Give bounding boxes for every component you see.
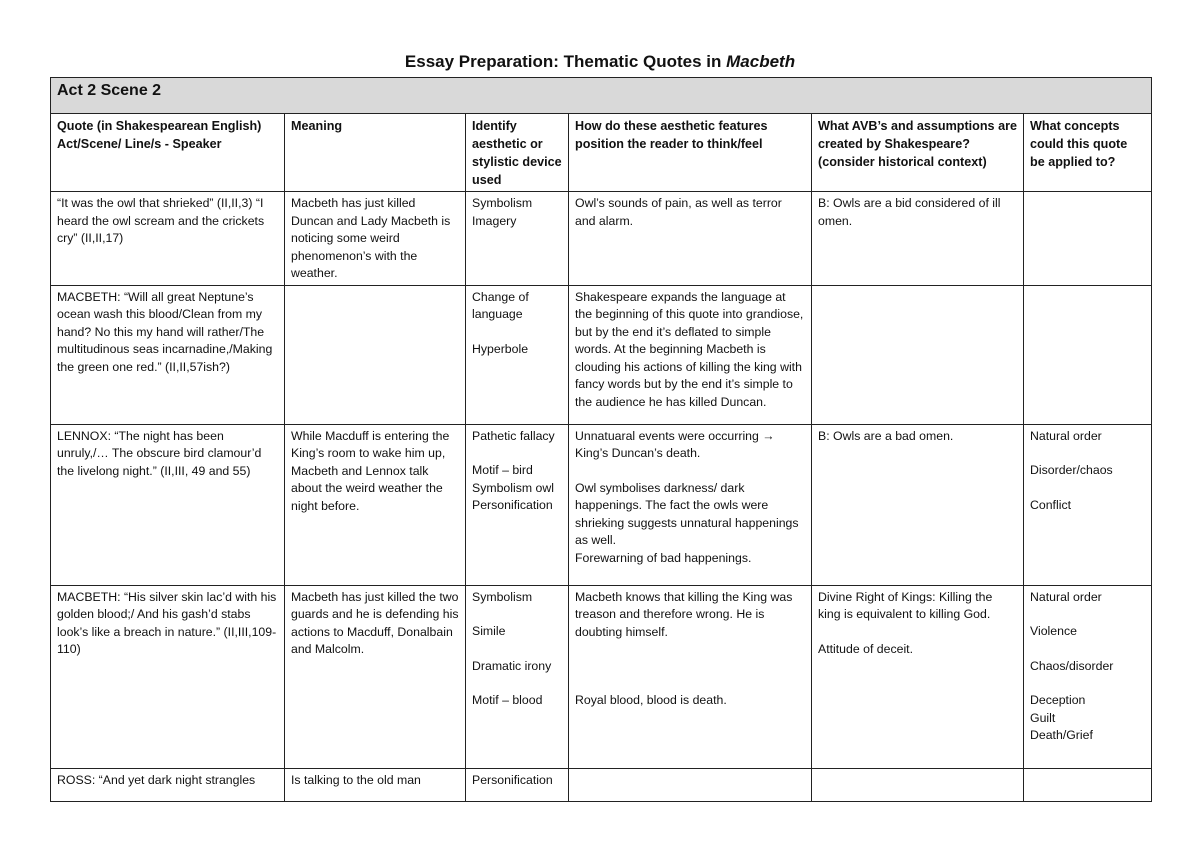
concepts-cell <box>1024 768 1152 801</box>
spacer <box>472 641 562 658</box>
device-line: Change of language <box>472 289 533 321</box>
avb-line: Divine Right of Kings: Killing the king is equivalent to killing God. <box>818 589 996 621</box>
quote-cell: MACBETH: “Will all great Neptune’s ocean wash this blood/Clean from my hand? No this my hand will rather/The multitudinous seas incarnadine,/Making the green one red.” (II,II,57ish?) <box>51 285 285 424</box>
spacer <box>1030 480 1145 497</box>
header-meaning: Meaning <box>285 114 466 192</box>
spacer <box>1030 641 1145 658</box>
concepts-cell <box>1024 585 1152 768</box>
header-quote: Quote (in Shakespearean English) Act/Scene/ Line/s - Speaker <box>51 114 285 192</box>
spacer <box>472 675 562 692</box>
avb-cell: B: Owls are a bid considered of ill omen. <box>812 192 1024 286</box>
device-cell <box>466 424 569 585</box>
spacer <box>1030 606 1145 623</box>
spacer <box>818 624 1017 641</box>
header-device: Identify aesthetic or stylistic device used <box>466 114 569 192</box>
device-line: Symbolism owl <box>472 480 554 495</box>
concept-item: Conflict <box>1030 497 1072 512</box>
quotes-table <box>50 77 1152 802</box>
device-line: Personification <box>472 498 553 512</box>
header-avb: What AVB’s and assumptions are created by Shakespeare? (consider historical context) <box>812 114 1024 192</box>
meaning-cell: Macbeth has just killed Duncan and Lady Macbeth is noticing some weird phenomenon’s with the weather. <box>285 192 466 286</box>
spacer <box>575 658 805 675</box>
spacer <box>575 463 805 480</box>
concept-item: Natural order <box>1030 428 1102 443</box>
concept-item: Chaos/disorder <box>1030 658 1114 673</box>
device-cell <box>466 585 569 768</box>
device-line: Pathetic fallacy <box>472 428 555 443</box>
section-heading: Act 2 Scene 2 <box>51 78 1152 114</box>
table-row <box>51 768 1152 801</box>
avb-cell <box>812 585 1024 768</box>
concepts-cell <box>1024 192 1152 286</box>
concept-item: Disorder/chaos <box>1030 463 1113 477</box>
effect-cell <box>569 585 812 768</box>
spacer <box>1030 445 1145 462</box>
avb-line: Attitude of deceit. <box>818 641 914 656</box>
spacer <box>575 675 805 692</box>
meaning-cell <box>285 285 466 424</box>
title-text: Essay Preparation: Thematic Quotes in <box>404 52 727 71</box>
spacer <box>472 606 562 623</box>
device-cell <box>466 768 569 801</box>
device-line: Symbolism <box>472 589 533 604</box>
effect-cell <box>569 424 812 585</box>
table-row <box>51 285 1152 424</box>
table-row <box>51 192 1152 286</box>
document-title <box>0 52 1200 72</box>
device-line: Symbolism <box>472 196 533 210</box>
device-line: Motif – blood <box>472 693 543 707</box>
header-effect: How do these aesthetic features position the reader to think/feel <box>569 114 812 192</box>
device-line: Motif – bird <box>472 463 533 477</box>
effect-line: Macbeth knows that killing the King was treason and therefore wrong. He is doubting himself. <box>575 589 796 639</box>
meaning-cell: While Macduff is entering the King’s room to wake him up, Macbeth and Lennox talk about the weird weather the night before. <box>285 424 466 585</box>
spacer <box>575 641 805 658</box>
avb-cell: B: Owls are a bad omen. <box>812 424 1024 585</box>
device-line: Personification <box>472 772 553 787</box>
concept-item: Guilt <box>1030 710 1056 725</box>
effect-cell <box>569 768 812 801</box>
effect-line: Unnatuaral events were occurring → King’s Duncan’s death. <box>575 428 779 460</box>
device-line: Simile <box>472 624 506 638</box>
concept-item: Violence <box>1030 624 1077 638</box>
header-row <box>51 114 1152 192</box>
section-row <box>51 78 1152 114</box>
device-cell <box>466 192 569 286</box>
concept-item: Natural order <box>1030 589 1102 604</box>
device-cell <box>466 285 569 424</box>
quote-cell: “It was the owl that shrieked” (II,II,3) “I heard the owl scream and the crickets cry” (II,II,17) <box>51 192 285 286</box>
meaning-cell: Is talking to the old man <box>285 768 466 801</box>
device-line: Dramatic irony <box>472 658 552 673</box>
concept-item: Death/Grief <box>1030 728 1093 742</box>
effect-line: Forewarning of bad happenings. <box>575 550 752 565</box>
quote-cell: LENNOX: “The night has been unruly,/… The obscure bird clamour’d the livelong night.” (II,III, 49 and 55) <box>51 424 285 585</box>
title-italic: Macbeth <box>726 52 796 71</box>
effect-cell: Owl’s sounds of pain, as well as terror and alarm. <box>569 192 812 286</box>
avb-cell <box>812 285 1024 424</box>
header-concepts: What concepts could this quote be applied to? <box>1024 114 1152 192</box>
spacer <box>472 324 562 341</box>
avb-cell <box>812 768 1024 801</box>
effect-line: Royal blood, blood is death. <box>575 693 727 707</box>
quote-cell: ROSS: “And yet dark night strangles <box>51 768 285 801</box>
spacer <box>472 445 562 462</box>
concept-item: Deception <box>1030 693 1086 707</box>
effect-cell: Shakespeare expands the language at the beginning of this quote into grandiose, but by the end it’s deflated to simple words. At the beginning Macbeth is clouding his actions of killing the king with fancy words but by the end it’s simple to the audience he has killed Duncan. <box>569 285 812 424</box>
concepts-cell <box>1024 424 1152 585</box>
meaning-cell: Macbeth has just killed the two guards and he is defending his actions to Macduff, Donalbain and Malcolm. <box>285 585 466 768</box>
device-line: Hyperbole <box>472 341 529 356</box>
device-line: Imagery <box>472 213 517 228</box>
quote-cell: MACBETH: “His silver skin lac’d with his golden blood;/ And his gash’d stabs look’s like a breach in nature.” (II,III,109-110) <box>51 585 285 768</box>
spacer <box>1030 675 1145 692</box>
table-row <box>51 585 1152 768</box>
table-row <box>51 424 1152 585</box>
concepts-cell <box>1024 285 1152 424</box>
effect-line: Owl symbolises darkness/ dark happenings. The fact the owls were shrieking suggests unnatural happenings as well. <box>575 480 802 547</box>
